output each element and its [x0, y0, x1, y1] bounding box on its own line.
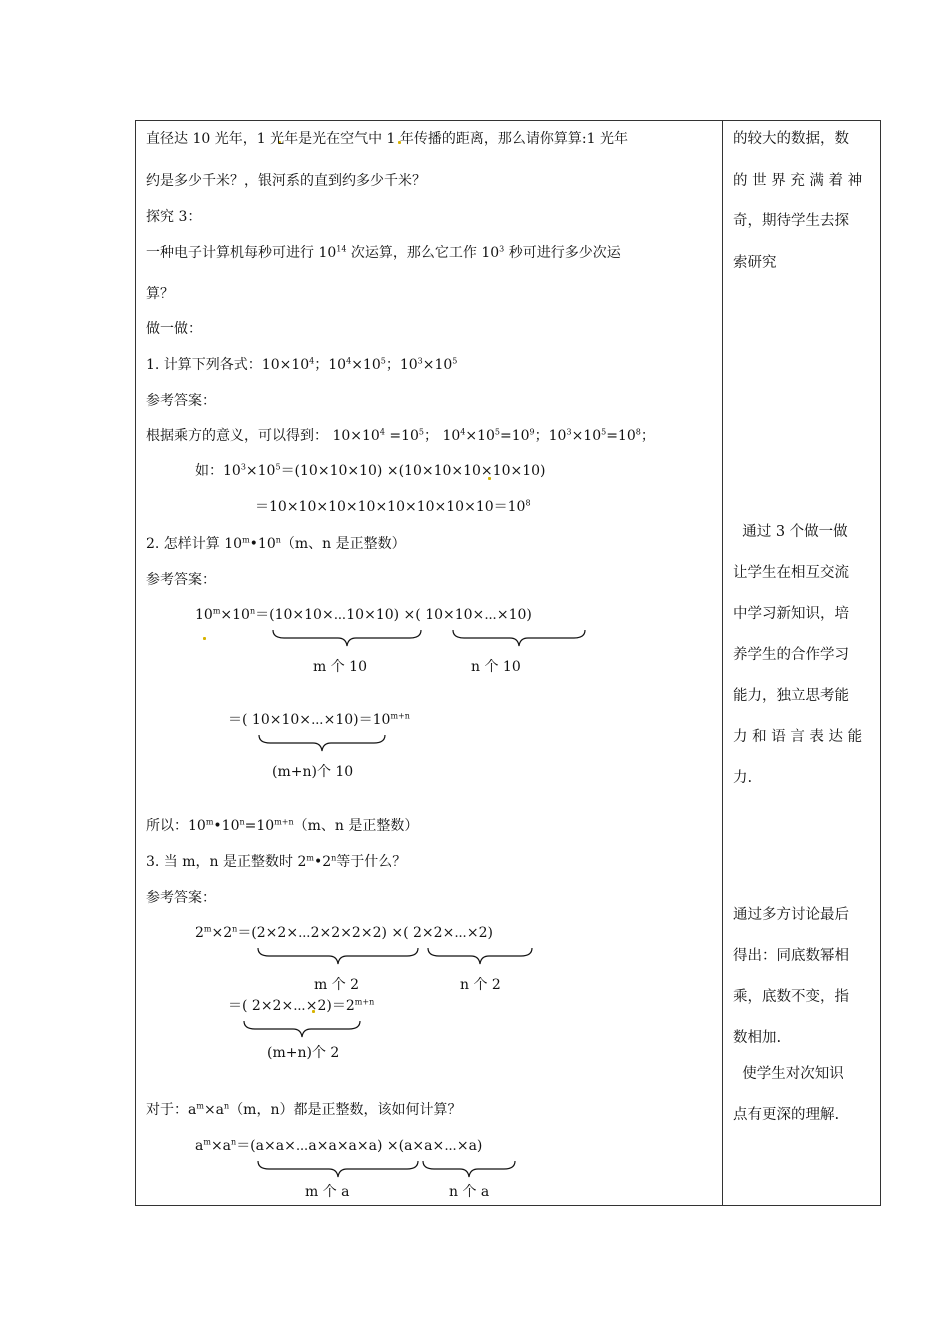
side-note-2-line: 力.: [733, 770, 753, 786]
underbrace: [257, 1159, 419, 1179]
explore3-line-2: 算？: [146, 286, 174, 302]
intro-line-2: 约是多少千米？，银河系的直到约多少千米？: [146, 173, 426, 189]
side-note-3-line: 使学生对次知识: [733, 1066, 844, 1082]
underbrace: [452, 628, 586, 648]
side-note-2-line: 中学习新知识，培: [733, 606, 849, 622]
underbrace: [257, 946, 419, 966]
column-divider: [722, 120, 723, 1206]
mark: [203, 637, 206, 640]
explore3-line-1: 一种电子计算机每秒可进行 $10^{14}$ 次运算，那么它工作 $10^3$ 秒可进行多少次运: [146, 244, 621, 261]
answer-1: 根据乘方的意义，可以得到： $10\times 10^4 =10^5$； $10^4\times 10^5=10^9$；$10^3\times 10^5=10^8$；: [146, 427, 655, 444]
example-line-1: 如：$10^3\times 10^5=(10\times 10\times 10) \times(10\times 10\times 10\times 10\times 10)$: [195, 462, 546, 479]
side-note-1-line: 的 世 界 充 满 着 神: [733, 173, 863, 189]
conclusion: 所以：$10^m•10^n=10^{m+n}(m$、n 是正整数）: [146, 817, 419, 834]
explore3-heading: 探究 3：: [146, 209, 202, 225]
answer-label: 参考答案：: [146, 890, 216, 906]
example-line-2: $=10\times 10\times 10\times 10\times 10\times 10\times 10\times 10=10^8$: [255, 498, 531, 515]
side-note-2-line: 通过 3 个做一做: [733, 524, 848, 540]
brace-label: m 个 2: [314, 977, 360, 993]
question-3: 3. 当 m，n 是正整数时 2$^m$•2$^n$等于什么？: [146, 853, 407, 870]
answer-label: 参考答案：: [146, 572, 216, 588]
side-note-3-line: 点有更深的理解.: [733, 1107, 840, 1123]
brace-label: m 个 10: [313, 659, 367, 675]
side-note-3-line: 得出：同底数幂相: [733, 948, 849, 964]
brace-label: m 个 a: [305, 1184, 350, 1200]
general-question: 对于：$a^m\times a^n(m$，n）都是正整数，该如何计算？: [146, 1101, 462, 1118]
underbrace: [427, 946, 533, 966]
side-note-1-line: 的较大的数据，数: [733, 131, 849, 147]
underbrace: [243, 1019, 361, 1039]
side-note-2-line: 养学生的合作学习: [733, 647, 849, 663]
brace-label: n 个 a: [449, 1184, 490, 1200]
try-heading: 做一做：: [146, 321, 202, 337]
q3-equation-2: ＝( $2\times 2\times\cdots\times 2)=2^{m+n}$: [228, 997, 375, 1014]
brace-label: n 个 2: [460, 977, 501, 993]
answer-label: 参考答案：: [146, 393, 216, 409]
side-note-1-line: 奇，期待学生去探: [733, 213, 849, 229]
question-1: 1. 计算下列各式：$10\times 10^4$；$10^4\times 10^5$；$10^3\times 10^5$: [146, 356, 458, 373]
side-note-3-line: 数相加.: [733, 1030, 782, 1046]
side-note-3-line: 乘，底数不变，指: [733, 989, 849, 1005]
question-2: 2. 怎样计算 10$^m$•10$^n$（m、n 是正整数）: [146, 535, 406, 552]
side-note-2-line: 力 和 语 言 表 达 能: [733, 729, 863, 745]
side-note-1-line: 索研究: [733, 255, 777, 271]
side-note-3-line: 通过多方讨论最后: [733, 907, 849, 923]
q2-equation: $10^m\times 10^n=(10\times 10\times\cdots 10\times 10)$ ×( 10×10×⋯×10): [195, 606, 532, 623]
q3-equation: $2^m\times 2^n=(2\times 2\times\cdots 2\times 2\times 2\times 2)$ ×( 2×2×⋯×2): [195, 924, 493, 941]
underbrace: [258, 733, 386, 753]
underbrace: [272, 628, 422, 648]
side-note-2-line: 能力，独立思考能: [733, 688, 849, 704]
side-note-2-line: 让学生在相互交流: [733, 565, 849, 581]
intro-line-1: 直径达 10 光年，1 光年是光在空气中 1 年传播的距离，那么请你算算:1 光年: [146, 131, 628, 147]
general-equation: $a^m\times a^n=(a\times a\times\cdots a\times a\times a\times a)$ ×(a×a×⋯×a): [195, 1137, 483, 1154]
q2-equation-2: ＝( $10\times 10\times\cdots\times 10)=10^{m+n}$: [228, 711, 410, 728]
underbrace: [422, 1159, 516, 1179]
brace-label: n 个 10: [471, 659, 521, 675]
brace-label: (m+n)个 10: [272, 764, 354, 780]
brace-label: (m+n)个 2: [267, 1045, 340, 1061]
